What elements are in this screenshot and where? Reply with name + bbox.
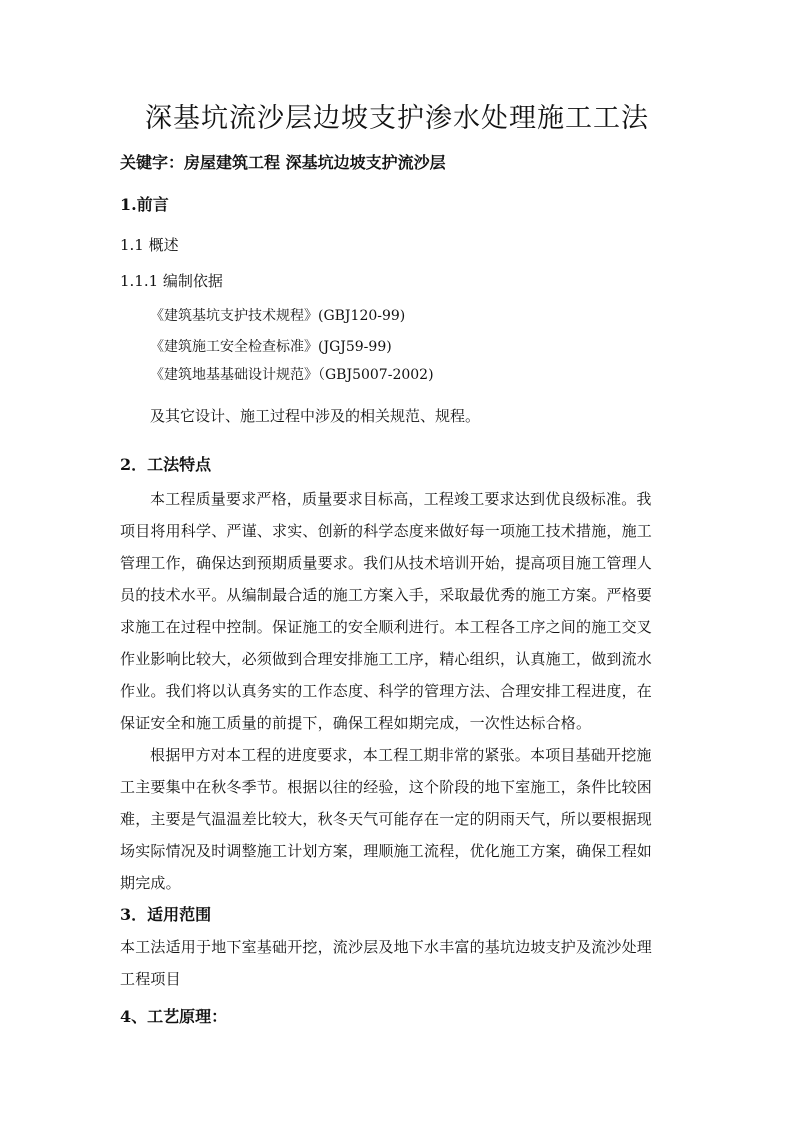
paragraph-line: 工主要集中在秋冬季节。根据以往的经验，这个阶段的地下室施工，条件比较困 [120, 778, 653, 796]
paragraph-line: 员的技术水平。从编制最合适的施工方案入手，采取最优秀的施工方案。严格要 [120, 586, 653, 604]
section-2-heading: 2．工法特点 [120, 455, 212, 474]
paragraph-line: 保证安全和施工质量的前提下，确保工程如期完成，一次性达标合格。 [120, 714, 592, 732]
paragraph-line: 作业影响比较大，必须做到合理安排施工工序，精心组织，认真施工，做到流水 [120, 650, 653, 668]
section-4-heading: 4、工艺原理： [120, 1007, 228, 1026]
paragraph-line: 本工程质量要求严格，质量要求目标高，工程竣工要求达到优良级标准。我 [150, 490, 652, 508]
section-3-heading: 3．适用范围 [120, 905, 212, 924]
reference-item: 《建筑施工安全检查标准》(JGJ59-99) [150, 339, 392, 355]
section-1-heading: 1.前言 [120, 195, 169, 214]
reference-item: 《建筑地基基础设计规范》（GBJ5007-2002) [150, 367, 434, 383]
paragraph-line: 期完成。 [120, 874, 181, 892]
paragraph-line: 项目将用科学、严谨、求实、创新的科学态度来做好每一项施工技术措施，施工 [120, 522, 653, 540]
paragraph-line: 场实际情况及时调整施工计划方案，理顺施工流程，优化施工方案，确保工程如 [120, 842, 653, 860]
paragraph-line: 求施工在过程中控制。保证施工的安全顺利进行。本工程各工序之间的施工交叉 [120, 618, 653, 636]
keywords-line: 关键字：房屋建筑工程 深基坑边坡支护流沙层 [120, 153, 446, 172]
subsection-1-1: 1.1 概述 [120, 236, 179, 254]
reference-item: 《建筑基坑支护技术规程》(GBJ120-99) [150, 308, 406, 324]
paragraph-line: 难，主要是气温温差比较大，秋冬天气可能存在一定的阴雨天气，所以要根据现 [120, 810, 653, 828]
document-title: 深基坑流沙层边坡支护渗水处理施工工法 [145, 103, 649, 134]
paragraph-line: 管理工作，确保达到预期质量要求。我们从技术培训开始，提高项目施工管理人 [120, 554, 653, 572]
paragraph-line: 作业。我们将以认真务实的工作态度、科学的管理方法、合理安排工程进度，在 [120, 682, 653, 700]
paragraph-line: 本工法适用于地下室基础开挖，流沙层及地下水丰富的基坑边坡支护及流沙处理 [120, 938, 653, 956]
paragraph-line: 工程项目 [120, 970, 181, 988]
paragraph-line: 根据甲方对本工程的进度要求，本工程工期非常的紧张。本项目基础开挖施 [150, 746, 652, 764]
subsection-1-1-1: 1.1.1 编制依据 [120, 272, 223, 290]
other-standards-text: 及其它设计、施工过程中涉及的相关规范、规程。 [150, 407, 481, 425]
